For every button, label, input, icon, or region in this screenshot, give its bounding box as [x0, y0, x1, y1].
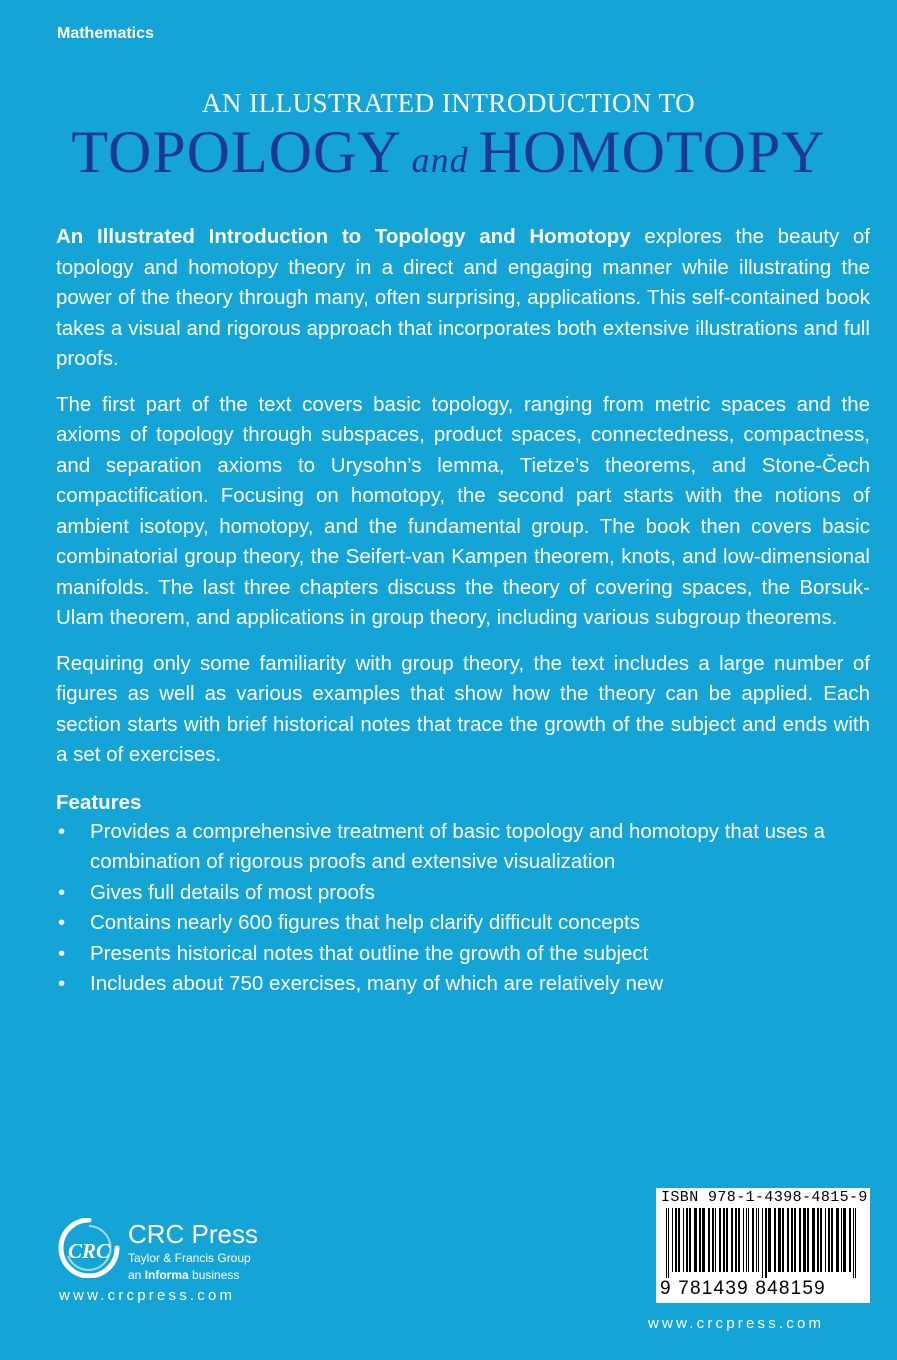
barcode-bar — [803, 1208, 806, 1272]
barcode-bar — [708, 1208, 710, 1272]
publisher-name: CRC Press — [128, 1219, 259, 1249]
footer-url: www.crcpress.com — [648, 1315, 825, 1332]
barcode-bar — [726, 1208, 728, 1272]
feature-item: • Presents historical notes that outline the growth of the subject — [56, 939, 870, 970]
features-heading: Features — [56, 790, 142, 814]
barcode-bar — [746, 1208, 747, 1272]
logo-mark-text: CRC — [67, 1239, 111, 1263]
barcode-bar — [794, 1208, 796, 1272]
barcode-bar — [820, 1208, 822, 1272]
barcode-bar — [715, 1208, 716, 1272]
barcode-bar — [778, 1208, 781, 1272]
description-paragraph-1 — [56, 222, 870, 375]
barcode-bar — [843, 1208, 846, 1272]
barcode-bar — [855, 1208, 856, 1278]
bullet-icon: • — [58, 972, 66, 995]
barcode-bar — [723, 1208, 725, 1272]
barcode-bar — [686, 1208, 688, 1272]
features-list — [56, 817, 870, 1000]
barcode-bar — [738, 1208, 740, 1272]
bullet-icon: • — [58, 941, 66, 965]
barcode-bar — [694, 1208, 697, 1272]
barcode-bar — [675, 1208, 677, 1272]
barcode-bar — [841, 1208, 842, 1272]
barcode-bar — [831, 1208, 833, 1272]
publisher-url: www.crcpress.com — [59, 1287, 236, 1304]
publisher-informa: an Informa business — [128, 1268, 240, 1282]
feature-item: • Gives full details of most proofs — [56, 878, 870, 909]
description-paragraph-3: Requiring only some familiarity with group theory, the text includes a large number of figures as well as various examples that show how the theory can be applied. Each section starts with brief historical notes that trace the growth of the subject and ends with a set of exercises. — [56, 651, 870, 766]
description-book-name: An Illustrated Introduction to Topology and Homotopy — [56, 225, 631, 248]
publisher-logo — [56, 1216, 286, 1316]
barcode-bar — [712, 1208, 714, 1272]
bullet-icon: • — [58, 880, 66, 904]
barcode-bar — [762, 1208, 763, 1278]
barcode-bar — [799, 1208, 801, 1272]
barcode-bar — [702, 1208, 705, 1272]
barcode-bar — [853, 1208, 854, 1278]
barcode-bar — [836, 1208, 839, 1272]
description-p1-text: explores the beauty of topology and homotopy theory in a direct and engaging manner while illustrating the power of the theory through many, often surprising, applications. This self-contained book takes a visual and rigorous approach that incorporates both extensive illustrations and full proofs. — [56, 225, 870, 370]
barcode-number: 9 781439 848159 — [660, 1278, 826, 1299]
barcode-bar — [768, 1208, 771, 1272]
bullet-icon: • — [58, 819, 66, 843]
barcode-bar — [731, 1208, 733, 1272]
barcode-bar — [758, 1208, 759, 1272]
barcode-bar — [678, 1208, 680, 1272]
book-title — [0, 118, 897, 187]
barcode-bar — [812, 1208, 815, 1272]
isbn-label: ISBN 978-1-4398-4815-9 — [661, 1189, 868, 1206]
description-paragraph-2: The first part of the text covers basic topology, ranging from metric spaces and the axioms of topology through subspaces, product spaces, connectedness, compactness, and separation axioms to Urysohn’s lemma, Tietze’s theorems, and Stone-Čech compactification. Focusing on homotopy, the second part starts with the notions of ambient isotopy, homotopy, and the fundamental group. The book then covers basic combinatorial group theory, the Seifert-van Kampen theorem, knots, and low-dimensional manifolds. The last three chapters discuss the theory of covering spaces, the Borsuk-Ulam theorem, and applications in group theory, including various subgroup theorems. — [56, 392, 870, 629]
feature-item: • Contains nearly 600 figures that help clarify difficult concepts — [56, 908, 870, 939]
title-part-homotopy: HOMOTOPY — [478, 119, 826, 185]
barcode-bar — [683, 1208, 684, 1272]
barcode-bar — [849, 1208, 851, 1272]
barcode-bar — [765, 1208, 767, 1278]
barcode-bar — [752, 1208, 754, 1272]
barcode-bar — [828, 1208, 830, 1272]
barcode-bar — [666, 1208, 667, 1278]
feature-item: • Provides a comprehensive treatment of basic topology and homotopy that uses a combination of rigorous proofs and extensive visualization — [56, 817, 870, 878]
barcode-bar — [672, 1208, 673, 1272]
title-connector: and — [411, 140, 469, 180]
title-subtitle: AN ILLUSTRATED INTRODUCTION TO — [201, 88, 696, 118]
isbn-barcode — [656, 1188, 870, 1303]
title-part-topology: TOPOLOGY — [71, 119, 402, 185]
barcode-bar — [699, 1208, 701, 1272]
barcode-bar — [756, 1208, 757, 1272]
barcode-bar — [774, 1208, 776, 1272]
barcode-bar — [817, 1208, 819, 1272]
barcode-bar — [743, 1208, 744, 1272]
barcode-bar — [735, 1208, 737, 1272]
barcode-bar — [719, 1208, 721, 1272]
barcode-bar — [807, 1208, 809, 1272]
barcode-bar — [787, 1208, 789, 1272]
barcode-bar — [748, 1208, 749, 1272]
barcode-bar — [782, 1208, 784, 1272]
feature-item: • Includes about 750 exercises, many of which are relatively new — [56, 969, 870, 1000]
barcode-bar — [668, 1208, 669, 1278]
barcode-bar — [791, 1208, 793, 1272]
barcode-bar — [689, 1208, 691, 1272]
crc-logo-icon — [56, 1218, 122, 1278]
barcode-bars — [666, 1208, 860, 1278]
publisher-group: Taylor & Francis Group — [128, 1251, 251, 1265]
barcode-bar — [825, 1208, 826, 1272]
category-label: Mathematics — [57, 25, 154, 42]
description — [56, 222, 870, 1000]
bullet-icon: • — [58, 911, 66, 934]
